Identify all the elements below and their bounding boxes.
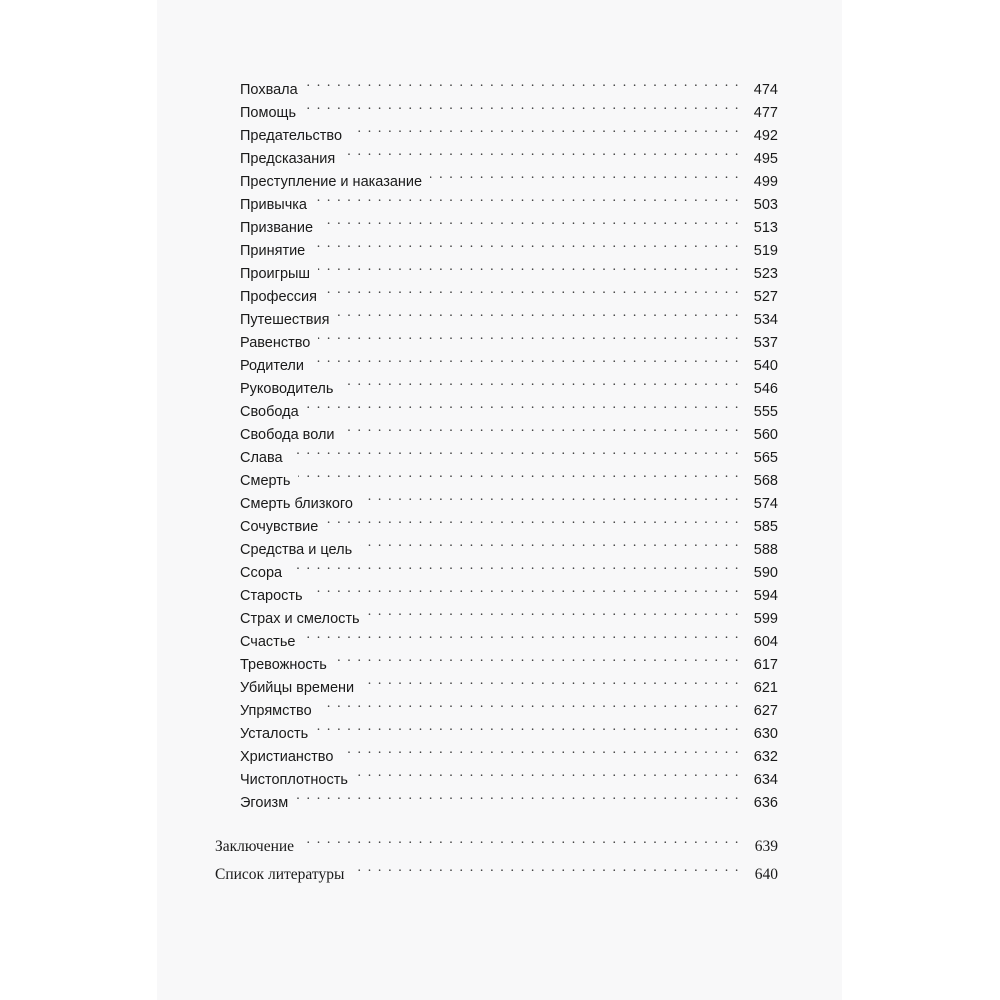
dot-leader (352, 857, 740, 879)
toc-entry-title: Похвала (240, 82, 298, 98)
dot-leader (296, 785, 740, 807)
toc-entry-page: 636 (753, 795, 778, 811)
toc-entry (240, 394, 778, 420)
dot-leader (302, 829, 740, 851)
toc-entry-page: 632 (753, 749, 778, 765)
dot-leader (360, 532, 740, 554)
toc-entry (240, 670, 778, 696)
toc-entry-page: 474 (753, 82, 778, 98)
toc-entry-title: Слава (240, 450, 283, 466)
toc-entry-page: 627 (753, 703, 778, 719)
toc-entry-title: Эгоизм (240, 795, 289, 811)
toc-entry-page: 523 (753, 266, 778, 282)
toc-entry (240, 555, 778, 581)
toc-entry-page: 560 (753, 427, 778, 443)
toc-entry (240, 348, 778, 374)
toc-entry-page: 565 (753, 450, 778, 466)
toc-entry (240, 371, 778, 397)
toc-entry-title: Принятие (240, 243, 306, 259)
toc-entry-page: 495 (753, 151, 778, 167)
toc-entry (240, 233, 778, 259)
toc-entry-title: Помощь (240, 105, 297, 121)
dot-leader (311, 578, 740, 600)
toc-entry-title: Свобода (240, 404, 299, 420)
toc-entry-title: Свобода воли (240, 427, 335, 443)
toc-entry (240, 601, 778, 627)
dot-leader (303, 624, 740, 646)
toc-main-entry-title: Заключение (215, 838, 295, 855)
toc-entry-page: 534 (753, 312, 778, 328)
toc-entry-title: Убийцы времени (240, 680, 355, 696)
toc-entry-title: Упрямство (240, 703, 312, 719)
toc-entry-page: 513 (753, 220, 778, 236)
toc-entry-page: 599 (753, 611, 778, 627)
toc-entry-page: 555 (753, 404, 778, 420)
dot-leader (291, 440, 740, 462)
toc-entry (240, 256, 778, 282)
toc-entry (240, 72, 778, 98)
toc-main-entry (215, 829, 778, 855)
dot-leader (430, 164, 740, 186)
toc-entry (240, 302, 778, 328)
toc-entry-title: Смерть (240, 473, 291, 489)
toc-entry-page: 540 (753, 358, 778, 374)
toc-entry-page: 519 (753, 243, 778, 259)
toc-entry (240, 325, 778, 351)
toc-entry (240, 210, 778, 236)
toc-entry (240, 762, 778, 788)
toc-entry (240, 95, 778, 121)
dot-leader (312, 348, 740, 370)
toc-entry-title: Родители (240, 358, 304, 374)
toc-entry-title: Проигрыш (240, 266, 311, 282)
toc-entry-page: 492 (753, 128, 778, 144)
toc-entry-page: 634 (753, 772, 778, 788)
toc-entry-page: 588 (753, 542, 778, 558)
toc-entry-title: Равенство (240, 335, 311, 351)
dot-leader (318, 256, 740, 278)
toc-entry-page: 617 (753, 657, 778, 673)
toc-main-entry-page: 639 (754, 838, 778, 855)
dot-leader (362, 670, 740, 692)
dot-leader (326, 509, 740, 531)
toc-entry-page: 568 (753, 473, 778, 489)
dot-leader (337, 302, 740, 324)
toc-entry (240, 647, 778, 673)
toc-entry (240, 141, 778, 167)
toc-entry (240, 532, 778, 558)
toc-entry (240, 716, 778, 742)
toc-entry-page: 537 (753, 335, 778, 351)
toc-entry (240, 463, 778, 489)
dot-leader (313, 233, 740, 255)
dot-leader (304, 95, 740, 117)
toc-entry-page: 546 (753, 381, 778, 397)
dot-leader (341, 371, 740, 393)
dot-leader (306, 72, 740, 94)
dot-leader (343, 417, 740, 439)
toc-entry-title: Тревожность (240, 657, 327, 673)
dot-leader (325, 279, 740, 301)
toc-entry-page: 621 (753, 680, 778, 696)
dot-leader (321, 210, 740, 232)
toc-entry-title: Путешествия (240, 312, 330, 328)
dot-leader (307, 394, 740, 416)
toc-entry-title: Счастье (240, 634, 296, 650)
dot-leader (368, 601, 740, 623)
dot-leader (316, 716, 740, 738)
toc-entry-page: 630 (753, 726, 778, 742)
toc-entry-title: Призвание (240, 220, 314, 236)
toc-entry-title: Страх и смелость (240, 611, 360, 627)
toc-entry-title: Сочувствие (240, 519, 319, 535)
toc-entry (240, 509, 778, 535)
toc-entry (240, 578, 778, 604)
toc-entry-title: Христианство (240, 749, 334, 765)
toc-entry (240, 187, 778, 213)
toc-entry (240, 785, 778, 811)
toc-entry-page: 590 (753, 565, 778, 581)
dot-leader (361, 486, 740, 508)
toc-entry (240, 486, 778, 512)
toc-entry-title: Смерть близкого (240, 496, 353, 512)
dot-leader (318, 325, 740, 347)
toc-entry (240, 164, 778, 190)
dot-leader (356, 762, 740, 784)
toc-entry-page: 604 (753, 634, 778, 650)
toc-entry-page: 527 (753, 289, 778, 305)
toc-entry-title: Предсказания (240, 151, 336, 167)
toc-main-entry-page: 640 (754, 866, 778, 883)
toc-entry-page: 503 (753, 197, 778, 213)
toc-entry (240, 440, 778, 466)
toc-entry-page: 477 (753, 105, 778, 121)
dot-leader (341, 739, 740, 761)
toc-entry-title: Средства и цель (240, 542, 353, 558)
dot-leader (290, 555, 740, 577)
toc-entry (240, 118, 778, 144)
toc-main-entry (215, 857, 778, 883)
toc-entry (240, 739, 778, 765)
dot-leader (315, 187, 740, 209)
toc-entry (240, 279, 778, 305)
toc-entry-title: Усталость (240, 726, 309, 742)
toc-entry-title: Профессия (240, 289, 317, 305)
toc-entry-title: Руководитель (240, 381, 334, 397)
toc-entry (240, 417, 778, 443)
toc-entry (240, 693, 778, 719)
toc-entry (240, 624, 778, 650)
toc-entry-page: 499 (753, 174, 778, 190)
book-page (157, 0, 842, 1000)
toc-entry-title: Преступление и наказание (240, 174, 423, 190)
toc-entry-title: Ссора (240, 565, 283, 581)
dot-leader (343, 141, 740, 163)
toc-entry-title: Привычка (240, 197, 307, 213)
toc-entry-title: Старость (240, 588, 303, 604)
toc-entry-title: Предательство (240, 128, 343, 144)
toc-entry-page: 594 (753, 588, 778, 604)
dot-leader (298, 463, 740, 485)
dot-leader (320, 693, 740, 715)
toc-entry-page: 585 (753, 519, 778, 535)
toc-main-entry-title: Список литературы (215, 866, 345, 883)
dot-leader (335, 647, 740, 669)
toc-entry-title: Чистоплотность (240, 772, 348, 788)
toc-entry-page: 574 (753, 496, 778, 512)
dot-leader (350, 118, 740, 140)
